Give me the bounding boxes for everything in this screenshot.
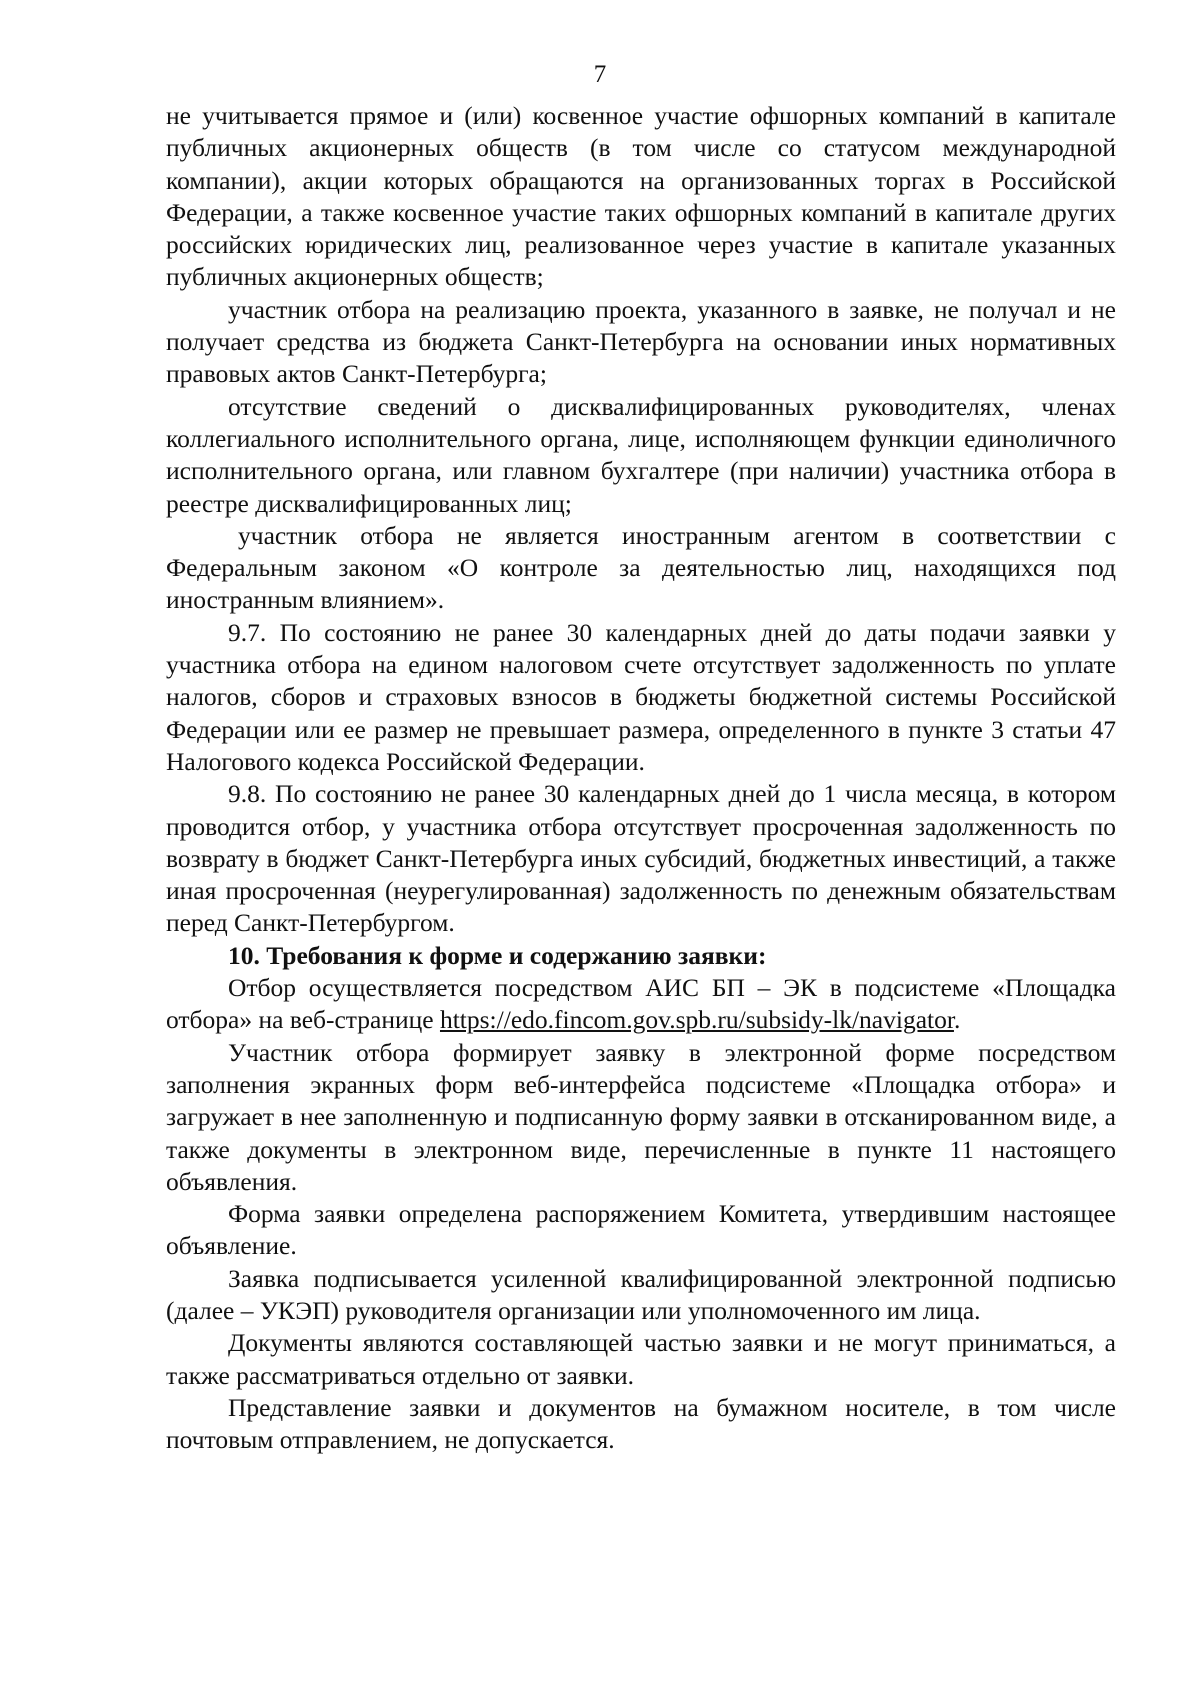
paragraph-disqualified-persons: отсутствие сведений о дисквалифицированных руководителях, членах коллегиального исполнительного органа, лице, исполняющем функции единоличного исполнительного органа, или главном бухгалтере (при наличии) участника отбора в реестре дисквалифицированных лиц;	[166, 391, 1116, 518]
navigator-link[interactable]: https://edo.fincom.gov.spb.ru/subsidy-lk/navigator	[439, 1005, 954, 1035]
paragraph-foreign-agent: участник отбора не является иностранным агентом в соответствии с Федеральным законом «О контроле за деятельностью лиц, находящихся под иностранным влиянием».	[166, 520, 1116, 615]
section-10-heading: 10. Требования к форме и содержанию заявки:	[228, 940, 767, 970]
paragraph-offshore-participation: не учитывается прямое и (или) косвенное участие офшорных компаний в капитале публичных акционерных обществ (в том числе со статусом международной компании), акции которых обращаются на организованных торгах в Российской Федерации, а также косвенное участие таких офшорных компаний в капитале других российских юридических лиц, реализованное через участие в капитале указанных публичных акционерных обществ;	[166, 101, 1116, 292]
paragraph-selection-platform	[166, 972, 1116, 1037]
paragraph-item-9-8: 9.8. По состоянию не ранее 30 календарных дней до 1 числа месяца, в котором проводится отбор, у участника отбора отсутствует просроченная задолженность по возврату в бюджет Санкт-Петербурга иных субсидий, бюджетных инвестиций, а также иная просроченная (неурегулированная) задолженность по денежным обязательствам перед Санкт-Петербургом.	[166, 779, 1116, 938]
paragraph-paper-not-allowed: Представление заявки и документов на бумажном носителе, в том числе почтовым отправлением, не допускается.	[166, 1392, 1116, 1455]
platform-text: Отбор осуществляется посредством АИС БП – ЭК в подсистеме «Площадка отбора» на веб-странице	[166, 973, 1116, 1035]
page-number: 7	[593, 61, 607, 88]
paragraph-documents-part: Документы являются составляющей частью заявки и не могут приниматься, а также рассматриваться отдельно от заявки.	[166, 1328, 1116, 1390]
paragraph-form-defined: Форма заявки определена распоряжением Комитета, утвердившим настоящее объявление.	[166, 1199, 1116, 1261]
paragraph-item-9-7: 9.7. По состоянию не ранее 30 календарных дней до даты подачи заявки у участника отбора на едином налоговом счете отсутствует задолженность по уплате налогов, сборов и страховых взносов в бюджеты бюджетной системы Российской Федерации или ее размер не превышает размера, определенного в пункте 3 статьи 47 Налогового кодекса Российской Федерации.	[166, 617, 1116, 776]
document-body	[166, 100, 1116, 1456]
paragraph-signature: Заявка подписывается усиленной квалифицированной электронной подписью (далее – УКЭП) руководителя организации или уполномоченного им лица.	[166, 1263, 1116, 1325]
paragraph-no-budget-funds: участник отбора на реализацию проекта, указанного в заявке, не получал и не получает средства из бюджета Санкт-Петербурга на основании иных нормативных правовых актов Санкт-Петербурга;	[166, 294, 1116, 389]
platform-text-end: .	[953, 1005, 961, 1035]
paragraph-application-form: Участник отбора формирует заявку в электронной форме посредством заполнения экранных форм веб-интерфейса подсистеме «Площадка отбора» и загружает в нее заполненную и подписанную форму заявки в отсканированном виде, а также документы в электронном виде, перечисленные в пункте 11 настоящего объявления.	[166, 1037, 1116, 1196]
